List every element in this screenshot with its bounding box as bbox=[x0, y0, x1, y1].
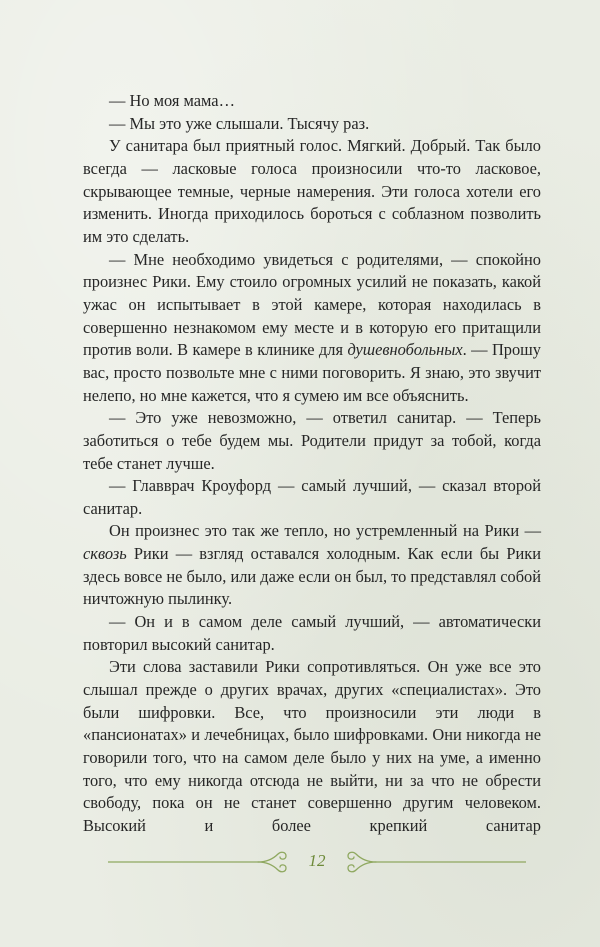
paragraph: — Но моя мама… bbox=[109, 91, 235, 110]
paragraph: У санитара был приятный голос. Мягкий. Добрый. Так было всегда — ласковые голоса произносили что-то ласковое, скрывающее темные, черные намерения. Эти голоса хотели его изменить. Иногда приходилось бороться с соблазном позволить им это сделать. bbox=[83, 136, 541, 246]
paragraph: — Он и в самом деле самый лучший, — автоматически повторил высокий санитар. bbox=[83, 612, 541, 654]
paragraph: — Мы это уже слышали. Тысячу раз. bbox=[109, 113, 370, 133]
body-text bbox=[83, 90, 541, 838]
page-number: 12 bbox=[308, 851, 326, 870]
emphasis: душевнобольных bbox=[347, 340, 463, 360]
paragraph: — Это уже невозможно, — ответил санитар. — Теперь заботиться о тебе будем мы. Родители придут за тобой, когда тебе станет лучше. bbox=[83, 408, 541, 473]
paragraph: Эти слова заставили Рики сопротивляться. Он уже все это слышал прежде о других врачах, других «специалистах». Это были шифровки. Все, что произносили эти люди в «пансионатах» и лечебницах, было шифровками. Они никогда не говорили того, что на самом деле было у них на уме, а именно того, что ему никогда отсюда не выйти, ни за что не обрести свободу, пока он не станет совершенно другим человеком. Высокий и более крепкий санитар bbox=[83, 657, 541, 835]
paragraph: — Главврач Кроуфорд — самый лучший, — сказал второй санитар. bbox=[83, 476, 541, 518]
paragraph: Он произнес это так же тепло, но устремленный на Рики — сквозь Рики — взгляд оставался холодным. Как если бы Рики здесь вовсе не было, или даже если он был, то представлял собой ничтожную пылинку. bbox=[83, 521, 541, 609]
paragraph: — Мне необходимо увидеться с родителями, — спокойно произнес Рики. Ему стоило огромных усилий не показать, какой ужас он испытывает в этой камере, которая находилась в совершенно незнакомом ему месте и в которую его притащили против воли. В камере в клинике для душевнобольных. — Прошу вас, просто позвольте мне с ними поговорить. Я знаю, это звучит нелепо, но мне кажется, что я сумею им все объяснить. bbox=[83, 249, 541, 405]
emphasis: сквозь bbox=[83, 544, 127, 564]
page-footer bbox=[108, 846, 526, 886]
